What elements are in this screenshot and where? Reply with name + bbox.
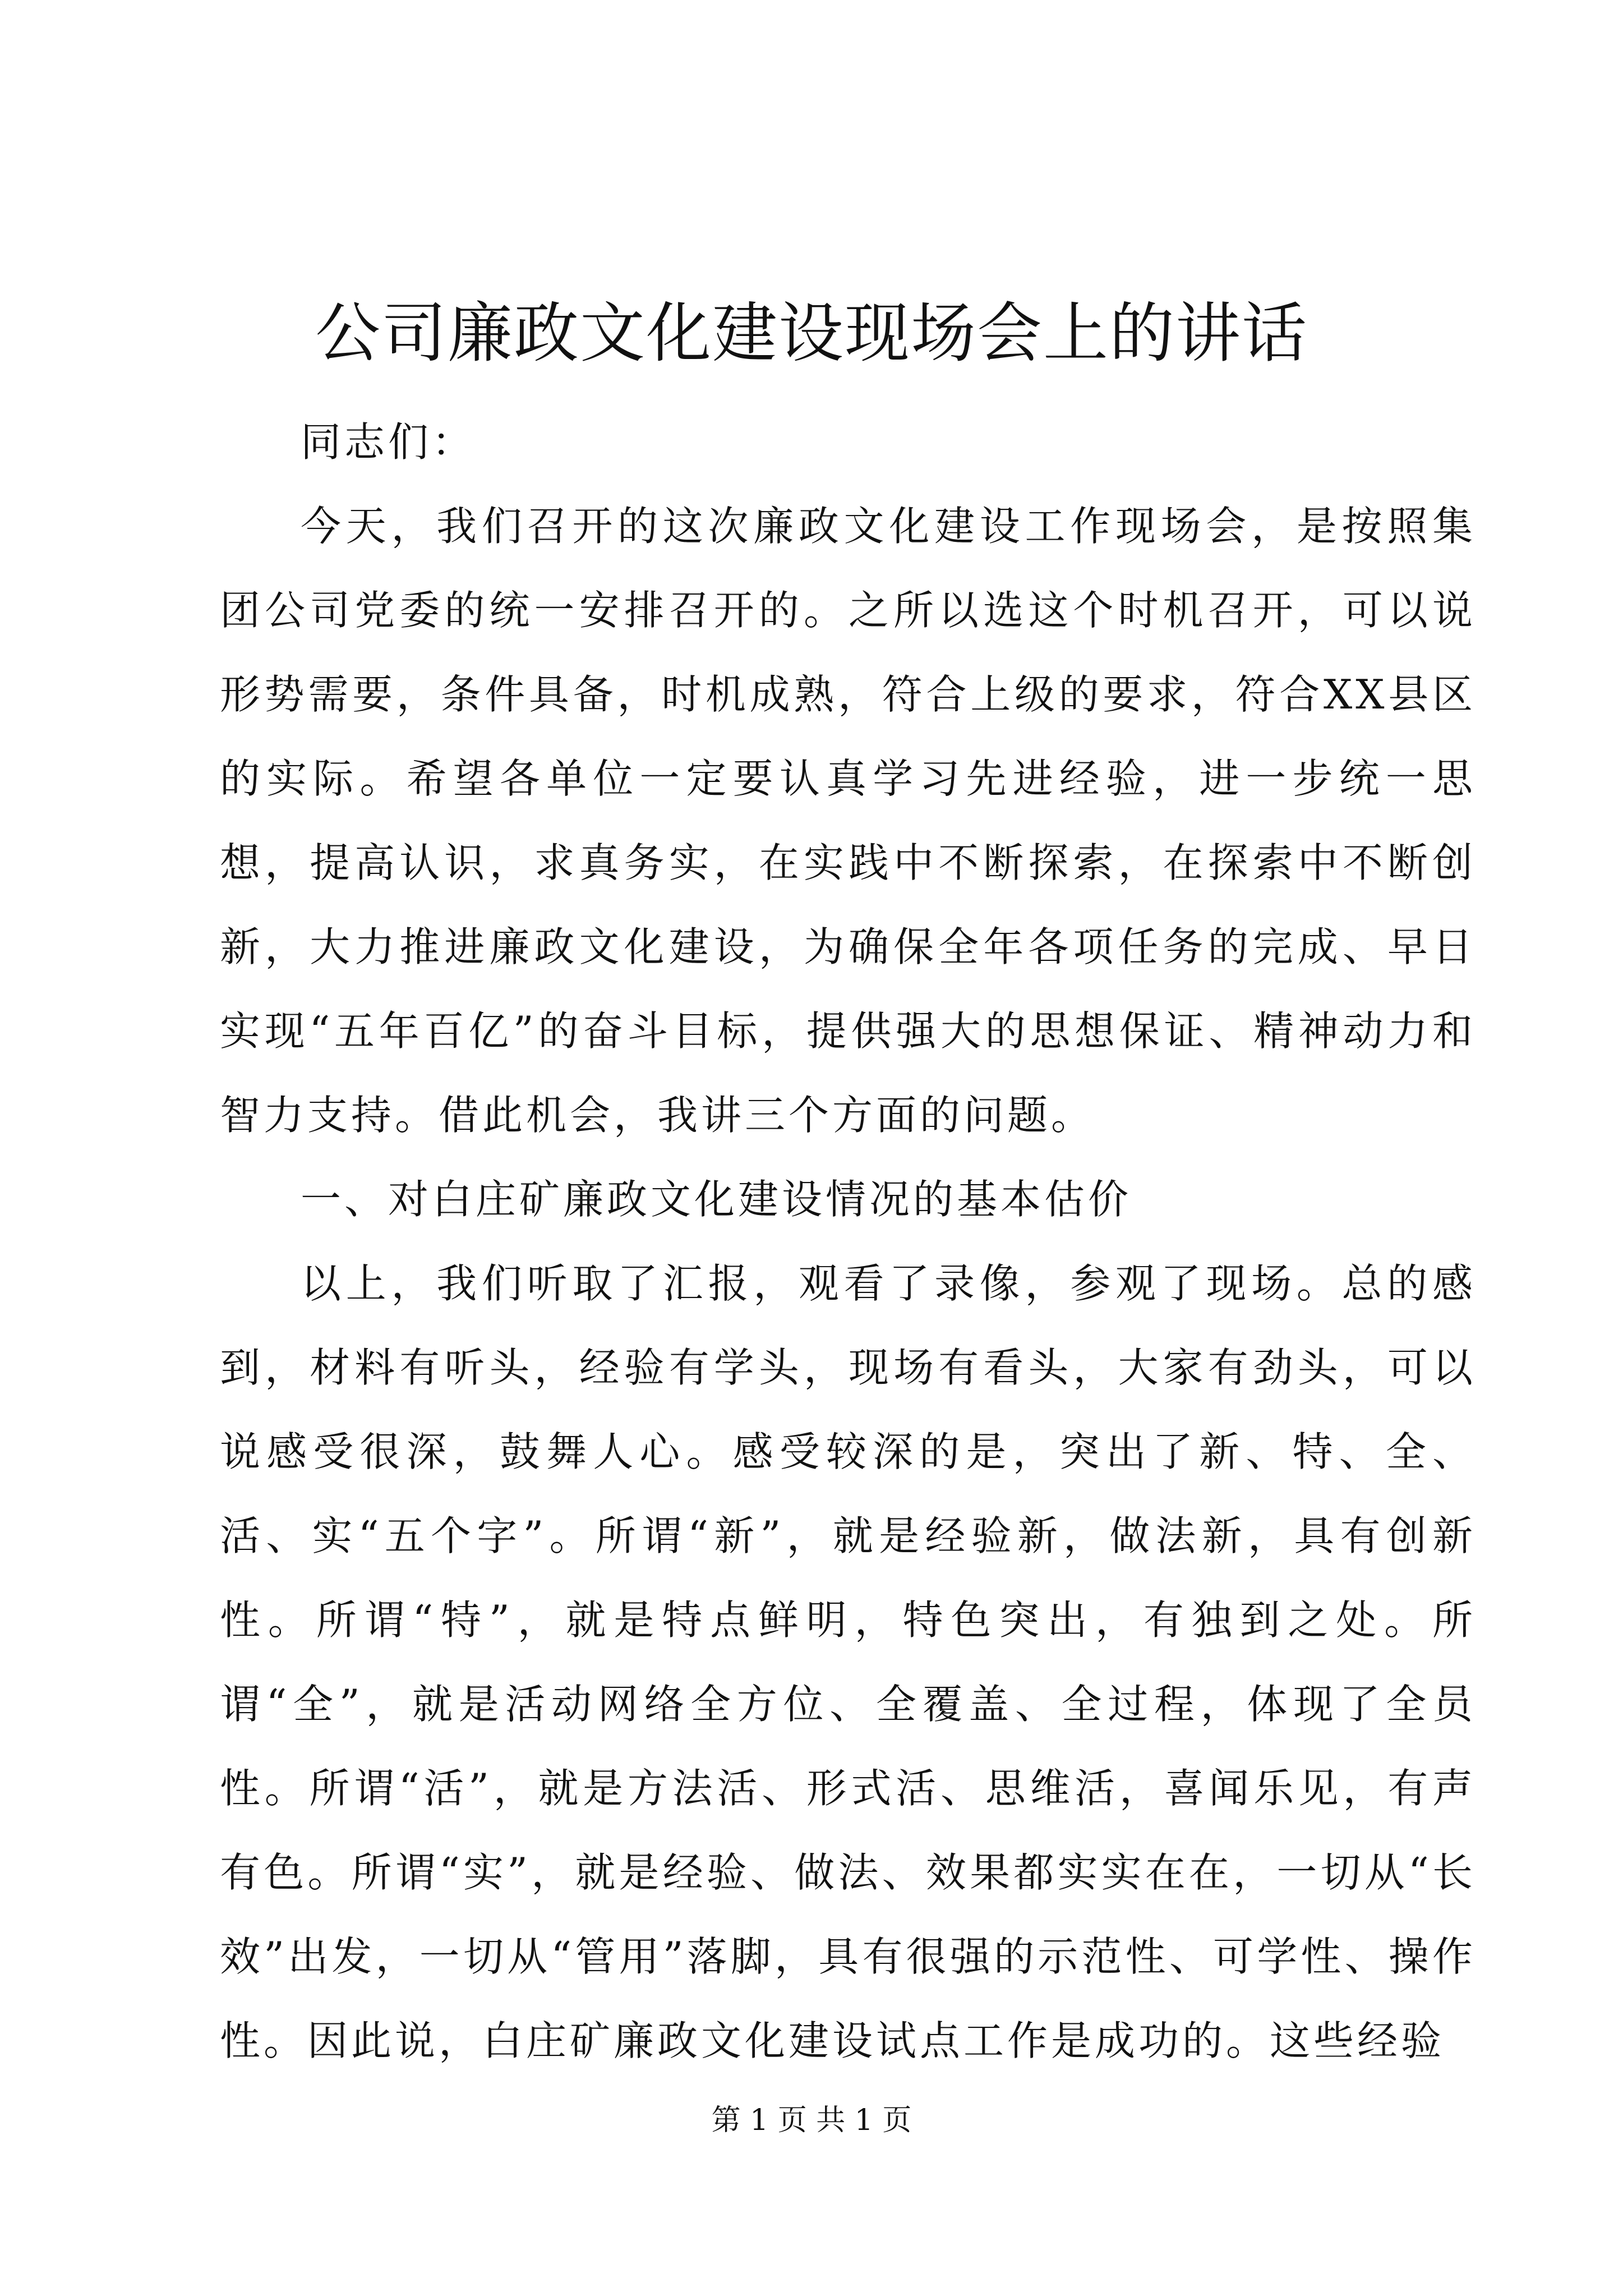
salutation: 同志们：: [301, 418, 476, 466]
page-footer: 第 1 页 共 1 页: [711, 2104, 912, 2137]
document-body: [220, 334, 1476, 2083]
document-title: 公司廉政文化建设现场会上的讲话: [315, 296, 1308, 371]
paragraph-evaluation: 以上，我们听取了汇报，观看了录像，参观了现场。总的感到，材料有听头，经验有学头，现场有看头，大家有劲头，可以说感受很深，鼓舞人心。感受较深的是，突出了新、特、全、活、实“五个字”。所谓“新”，就是经验新，做法新，具有创新性。所谓“特”，就是特点鲜明，特色突出，有独到之处。所谓“全”，就是活动网络全方位、全覆盖、全过程，体现了全员性。所谓“活”，就是方法活、形式活、思维活，喜闻乐见，有声有色。所谓“实”，就是经验、做法、效果都实实在在，一切从“长效”出发，一切从“管用”落脚，具有很强的示范性、可学性、操作性。因此说，白庄矿廉政文化建设试点工作是成功的。这些经验: [220, 1260, 1476, 2064]
paragraph-intro: 今天，我们召开的这次廉政文化建设工作现场会，是按照集团公司党委的统一安排召开的。之所以选这个时机召开，可以说形势需要，条件具备，时机成熟，符合上级的要求，符合XX县区的实际。希望各单位一定要认真学习先进经验，进一步统一思想，提高认识，求真务实，在实践中不断探索，在探索中不断创新，大力推进廉政文化建设，为确保全年各项任务的完成、早日实现“五年百亿”的奋斗目标，提供强大的思想保证、精神动力和智力支持。借此机会，我讲三个方面的问题。: [220, 503, 1476, 1139]
section-heading-1: 一、对白庄矿廉政文化建设情况的基本估价: [301, 1176, 1132, 1223]
